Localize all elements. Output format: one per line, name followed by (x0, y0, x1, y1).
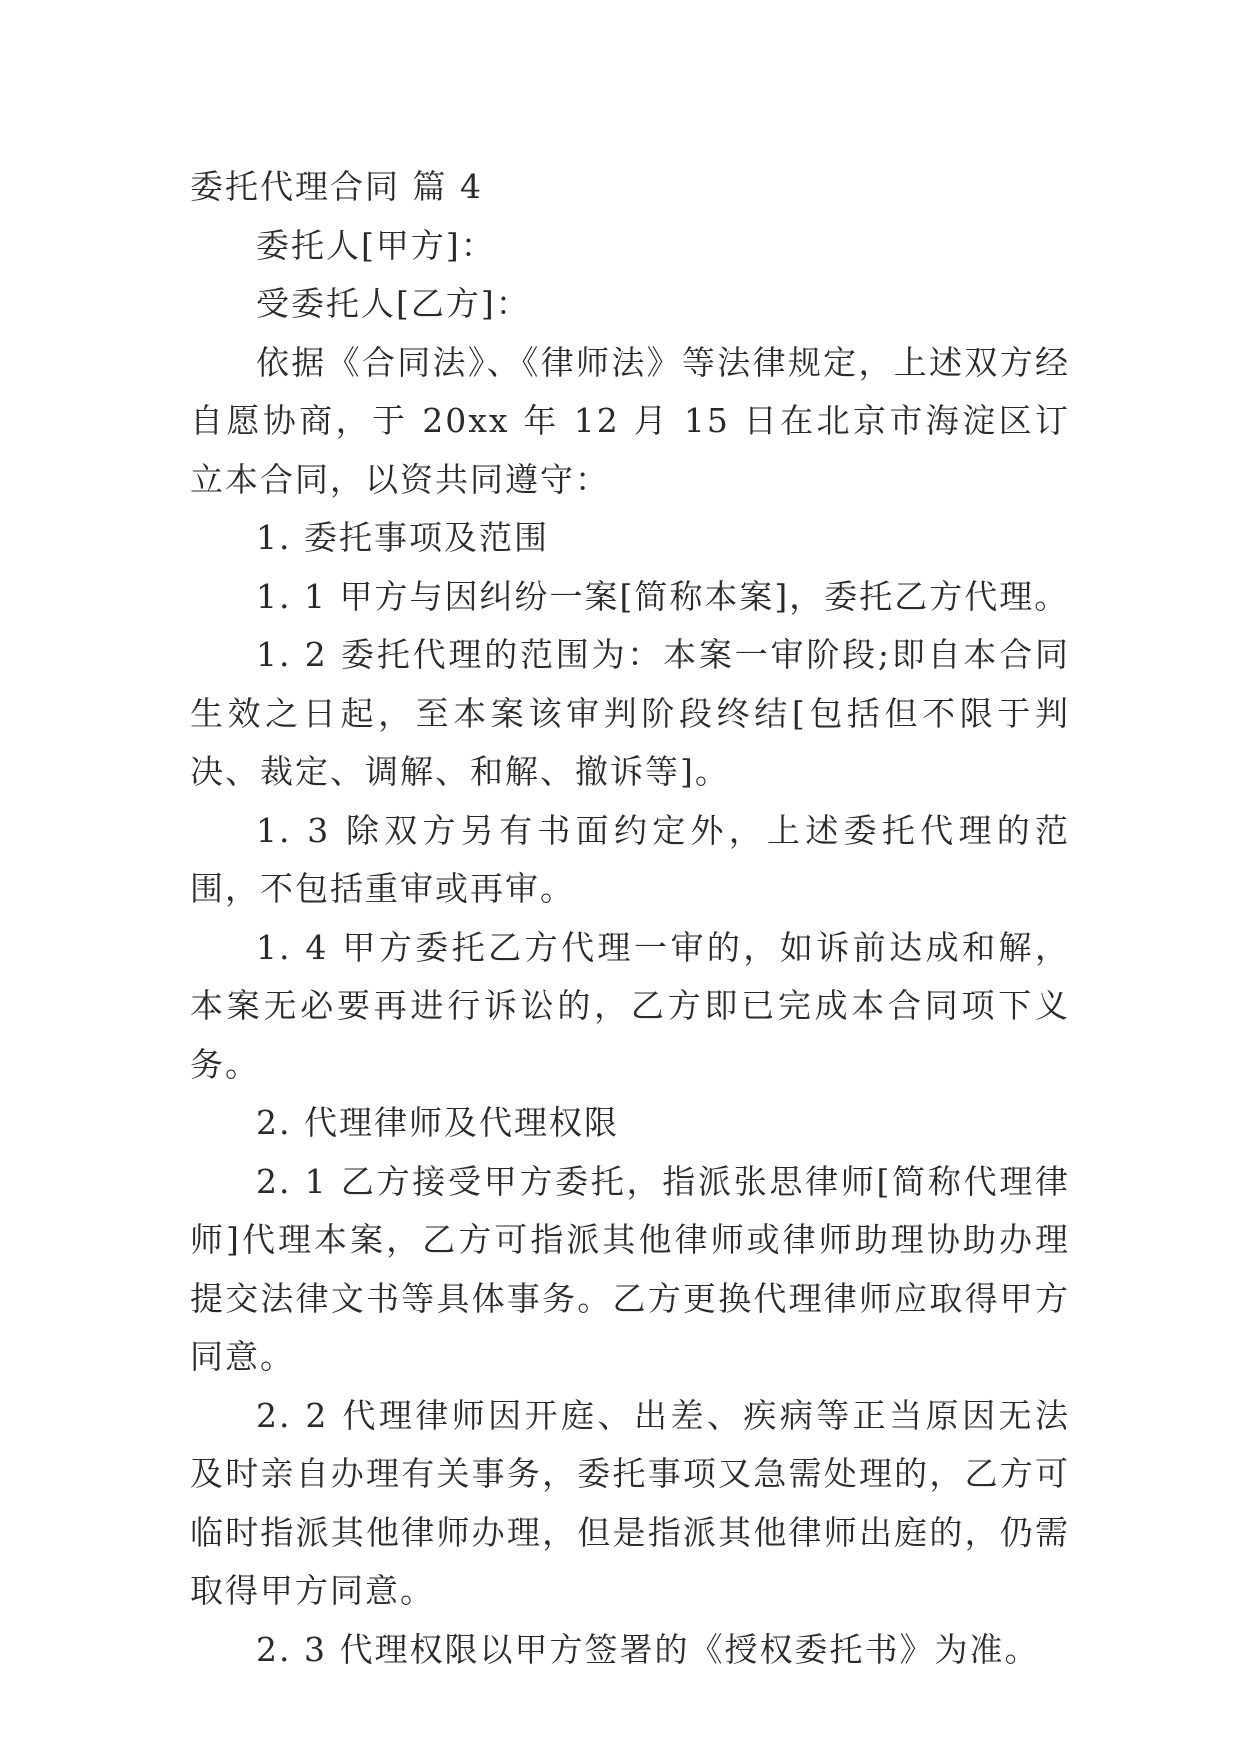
clause-1-1: 1. 1 甲方与因纠纷一案[简称本案]，委托乙方代理。 (256, 576, 1070, 616)
document-body (190, 158, 1070, 1679)
clause-2-2: 2. 2 代理律师因开庭、出差、疾病等正当原因无法及时亲自办理有关事务，委托事项又急需处理的，乙方可临时指派其他律师办理，但是指派其他律师出庭的，仍需取得甲方同意。 (190, 1395, 1070, 1610)
preamble-paragraph: 依据《合同法》、《律师法》等法律规定，上述双方经自愿协商，于 20xx 年 12 月 15 日在北京市海淀区订立本合同，以资共同遵守： (190, 342, 1070, 499)
party-b-line: 受委托人[乙方]： (256, 284, 531, 323)
party-a-line: 委托人[甲方]： (256, 225, 496, 265)
clause-1-2: 1. 2 委托代理的范围为：本案一审阶段;即自本合同生效之日起，至本案该审判阶段终结[包括但不限于判决、裁定、调解、和解、撤诉等]。 (190, 635, 1070, 791)
section-heading-2: 2. 代理律师及代理权限 (256, 1103, 619, 1142)
clause-1-3: 1. 3 除双方另有书面约定外，上述委托代理的范围，不包括重审或再审。 (190, 810, 1070, 908)
document-title: 委托代理合同 篇 4 (190, 167, 483, 206)
clause-2-1: 2. 1 乙方接受甲方委托，指派张思律师[简称代理律师]代理本案，乙方可指派其他律师或律师助理协助办理提交法律文书等具体事务。乙方更换代理律师应取得甲方同意。 (190, 1161, 1070, 1376)
clause-1-4: 1. 4 甲方委托乙方代理一审的，如诉前达成和解，本案无必要再进行诉讼的，乙方即已完成本合同项下义务。 (190, 927, 1070, 1084)
clause-2-3: 2. 3 代理权限以甲方签署的《授权委托书》为准。 (256, 1629, 1040, 1669)
section-heading-1: 1. 委托事项及范围 (256, 518, 549, 557)
